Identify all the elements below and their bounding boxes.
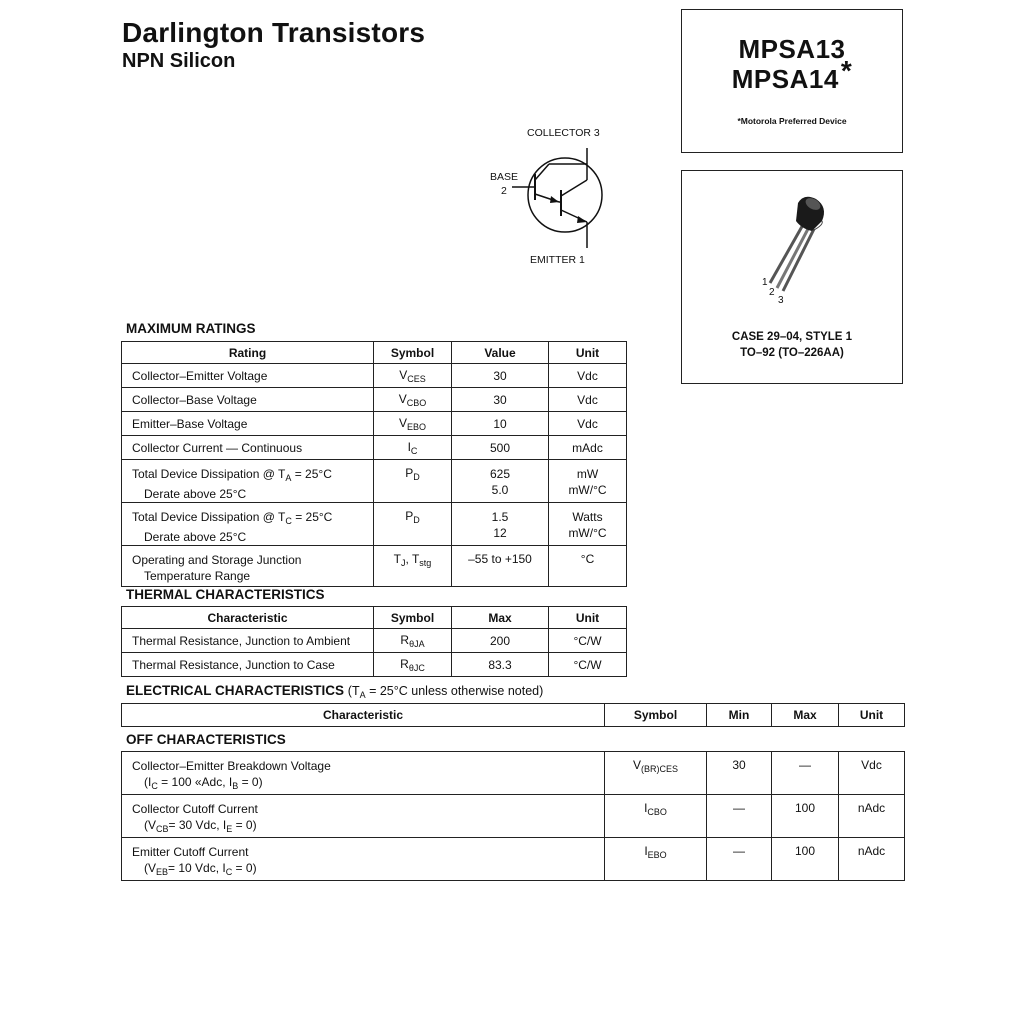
rating-text: = 25°C — [291, 510, 333, 524]
rating-cell: Emitter–Base Voltage — [122, 412, 374, 436]
off-characteristics-heading: OFF CHARACTERISTICS — [126, 732, 286, 747]
symbol-subscript: stg — [419, 558, 432, 568]
col-header-symbol: Symbol — [374, 342, 452, 364]
condition-subscript: E — [226, 824, 233, 834]
min-cell: — — [707, 838, 772, 881]
max-cell: — — [772, 752, 839, 795]
thermal-table — [121, 606, 627, 677]
rating-line-1 — [132, 509, 373, 529]
unit-cell: Vdc — [549, 412, 627, 436]
value-cell: 10 — [452, 412, 549, 436]
note-subscript: A — [359, 690, 366, 700]
electrical-note — [348, 684, 544, 698]
off-characteristics-table — [121, 751, 905, 881]
max-cell: 100 — [772, 838, 839, 881]
unit-cell: mAdc — [549, 436, 627, 460]
characteristic-cell — [122, 838, 605, 881]
rating-cell: Collector–Base Voltage — [122, 388, 374, 412]
table-row — [122, 364, 627, 388]
table-row — [122, 503, 627, 546]
symbol-text: R — [400, 656, 409, 671]
unit-line-1: mW — [576, 467, 599, 481]
max-ratings-heading: MAXIMUM RATINGS — [126, 321, 256, 336]
unit-line-2: mW/°C — [568, 526, 607, 540]
symbol-subscript: J — [401, 558, 406, 568]
condition-text: = 100 «Adc, I — [157, 775, 233, 789]
symbol-subscript: C — [410, 445, 418, 456]
rating-line-2: Temperature Range — [144, 569, 251, 583]
case-description — [682, 329, 902, 361]
symbol-text: V — [399, 367, 408, 382]
condition-text: = 0) — [232, 818, 257, 832]
col-header-symbol: Symbol — [605, 704, 707, 727]
symbol-text: I — [644, 801, 648, 815]
table-row — [122, 460, 627, 503]
condition-text: (V — [144, 861, 156, 875]
symbol-cell — [605, 838, 707, 881]
col-header-rating: Rating — [122, 342, 374, 364]
col-header-characteristic: Characteristic — [122, 704, 605, 727]
symbol-text: T — [393, 552, 402, 566]
max-cell: 83.3 — [452, 653, 549, 677]
condition-text: (I — [144, 775, 152, 789]
base-label: BASE — [490, 171, 519, 183]
condition-subscript: C — [225, 867, 233, 877]
rating-cell — [122, 503, 374, 546]
col-header-unit: Unit — [549, 342, 627, 364]
table-header-row — [122, 607, 627, 629]
characteristic-cell: Thermal Resistance, Junction to Ambient — [122, 629, 374, 653]
note-text: (T — [347, 684, 360, 698]
page-title: Darlington Transistors — [122, 17, 426, 48]
table-header-row — [122, 342, 627, 364]
emitter-label: EMITTER 1 — [530, 254, 585, 266]
darlington-schematic-icon — [505, 140, 615, 252]
rating-text: Total Device Dissipation @ T — [132, 510, 286, 524]
value-cell: 30 — [452, 364, 549, 388]
rating-text: Total Device Dissipation @ T — [132, 467, 286, 481]
col-header-characteristic: Characteristic — [122, 607, 374, 629]
symbol-text: V — [398, 391, 407, 406]
part-number-box — [681, 9, 903, 153]
col-header-min: Min — [707, 704, 772, 727]
table-row — [122, 546, 627, 587]
condition-subscript: CB — [156, 824, 169, 834]
electrical-heading-text: ELECTRICAL CHARACTERISTICS — [126, 683, 345, 698]
condition-text: = 30 Vdc, I — [168, 818, 227, 832]
value-line-1: 1.5 — [491, 510, 509, 524]
symbol-subscript: θJA — [409, 638, 425, 649]
symbol-subscript: D — [413, 515, 420, 525]
condition-line — [132, 860, 604, 880]
table-row — [122, 838, 905, 881]
value-line-1: 625 — [489, 467, 511, 481]
condition-subscript: C — [151, 781, 158, 791]
rating-line-1 — [132, 466, 373, 486]
symbol-subscript: θJC — [408, 662, 425, 673]
value-line-2: 5.0 — [491, 483, 509, 497]
symbol-cell — [605, 752, 707, 795]
symbol-subscript: CBO — [406, 397, 427, 408]
condition-line — [132, 774, 604, 794]
symbol-cell — [374, 653, 452, 677]
condition-text: = 0) — [232, 861, 257, 875]
value-cell: 500 — [452, 436, 549, 460]
symbol-cell — [374, 546, 452, 587]
symbol-cell — [374, 412, 452, 436]
min-cell: — — [707, 795, 772, 838]
case-line-1: CASE 29–04, STYLE 1 — [731, 331, 853, 343]
max-ratings-table — [121, 341, 627, 587]
symbol-cell — [605, 795, 707, 838]
unit-cell: Vdc — [549, 388, 627, 412]
case-line-2: TO–92 (TO–226AA) — [740, 347, 844, 359]
characteristic-cell: Thermal Resistance, Junction to Case — [122, 653, 374, 677]
rating-line-2: Derate above 25°C — [144, 530, 247, 544]
symbol-text: V — [398, 415, 407, 430]
symbol-text: R — [400, 632, 410, 647]
symbol-text: P — [405, 509, 414, 523]
rating-cell — [122, 460, 374, 503]
preferred-device-note: *Motorola Preferred Device — [737, 116, 847, 126]
symbol-cell — [374, 629, 452, 653]
symbol-text: I — [644, 844, 648, 858]
characteristic-line-1: Collector–Emitter Breakdown Voltage — [132, 759, 331, 773]
symbol-text: P — [405, 466, 414, 480]
collector-label: COLLECTOR 3 — [527, 127, 600, 139]
condition-text: (V — [144, 818, 156, 832]
unit-cell — [549, 460, 627, 503]
symbol-cell — [374, 436, 452, 460]
unit-cell: nAdc — [839, 795, 905, 838]
symbol-subscript: D — [413, 472, 420, 482]
table-row — [122, 388, 627, 412]
table-row — [122, 795, 905, 838]
min-cell: 30 — [707, 752, 772, 795]
rating-subscript: A — [285, 473, 292, 483]
rating-subscript: C — [285, 516, 292, 526]
symbol-subscript: (BR)CES — [641, 764, 679, 774]
part-number-mpsa13: MPSA13 — [738, 34, 846, 64]
asterisk-mark: * — [840, 55, 853, 86]
electrical-heading — [126, 683, 543, 700]
symbol-cell — [374, 364, 452, 388]
symbol-cell — [374, 388, 452, 412]
symbol-subscript: CES — [407, 373, 426, 384]
symbol-subscript: EBO — [407, 421, 427, 432]
value-line-2: 12 — [493, 526, 507, 540]
package-box — [681, 170, 903, 384]
rating-cell: Collector Current — Continuous — [122, 436, 374, 460]
unit-cell — [549, 503, 627, 546]
base-pin-label: 2 — [501, 185, 507, 197]
value-cell — [452, 503, 549, 546]
max-cell: 200 — [452, 629, 549, 653]
rating-line-2: Derate above 25°C — [144, 487, 247, 501]
col-header-unit: Unit — [839, 704, 905, 727]
characteristic-cell — [122, 752, 605, 795]
symbol-subscript: EBO — [647, 850, 667, 860]
characteristic-line-1: Emitter Cutoff Current — [132, 845, 249, 859]
unit-line-1: Watts — [572, 510, 603, 524]
unit-cell: °C/W — [549, 653, 627, 677]
table-row — [122, 752, 905, 795]
unit-line-2: mW/°C — [568, 483, 607, 497]
value-cell: 30 — [452, 388, 549, 412]
characteristic-cell — [122, 795, 605, 838]
table-row — [122, 436, 627, 460]
rating-text: = 25°C — [291, 467, 332, 481]
unit-cell: nAdc — [839, 838, 905, 881]
col-header-symbol: Symbol — [374, 607, 452, 629]
symbol-text: I — [407, 439, 411, 454]
unit-cell: °C — [549, 546, 627, 587]
symbol-cell — [374, 503, 452, 546]
part-number-mpsa14 — [682, 55, 902, 95]
page-subtitle: NPN Silicon — [122, 50, 236, 72]
condition-line — [132, 817, 604, 837]
rating-line-1: Operating and Storage Junction — [132, 553, 302, 567]
value-cell — [452, 460, 549, 503]
symbol-subscript: CBO — [647, 807, 667, 817]
part-number-label: MPSA14 — [731, 64, 839, 94]
symbol-text: V — [632, 758, 641, 772]
pin-2-label: 2 — [769, 287, 775, 298]
table-row — [122, 653, 627, 677]
rating-cell: Collector–Emitter Voltage — [122, 364, 374, 388]
unit-cell: °C/W — [549, 629, 627, 653]
condition-subscript: B — [232, 781, 239, 791]
max-cell: 100 — [772, 795, 839, 838]
electrical-header-table — [121, 703, 905, 727]
table-row — [122, 412, 627, 436]
col-header-unit: Unit — [549, 607, 627, 629]
col-header-value: Value — [452, 342, 549, 364]
pin-1-label: 1 — [762, 277, 768, 288]
table-row — [122, 629, 627, 653]
condition-text: = 0) — [238, 775, 263, 789]
col-header-max: Max — [772, 704, 839, 727]
value-cell: –55 to +150 — [452, 546, 549, 587]
unit-cell: Vdc — [839, 752, 905, 795]
rating-cell — [122, 546, 374, 587]
unit-cell: Vdc — [549, 364, 627, 388]
note-text: = 25°C unless otherwise noted) — [365, 684, 544, 698]
characteristic-line-1: Collector Cutoff Current — [132, 802, 258, 816]
thermal-heading: THERMAL CHARACTERISTICS — [126, 587, 325, 602]
condition-subscript: EB — [156, 867, 169, 877]
pin-3-label: 3 — [778, 295, 784, 306]
symbol-text: , T — [405, 552, 420, 566]
symbol-cell — [374, 460, 452, 503]
to92-package-icon — [682, 171, 902, 321]
condition-text: = 10 Vdc, I — [168, 861, 226, 875]
table-header-row — [122, 704, 905, 727]
col-header-max: Max — [452, 607, 549, 629]
